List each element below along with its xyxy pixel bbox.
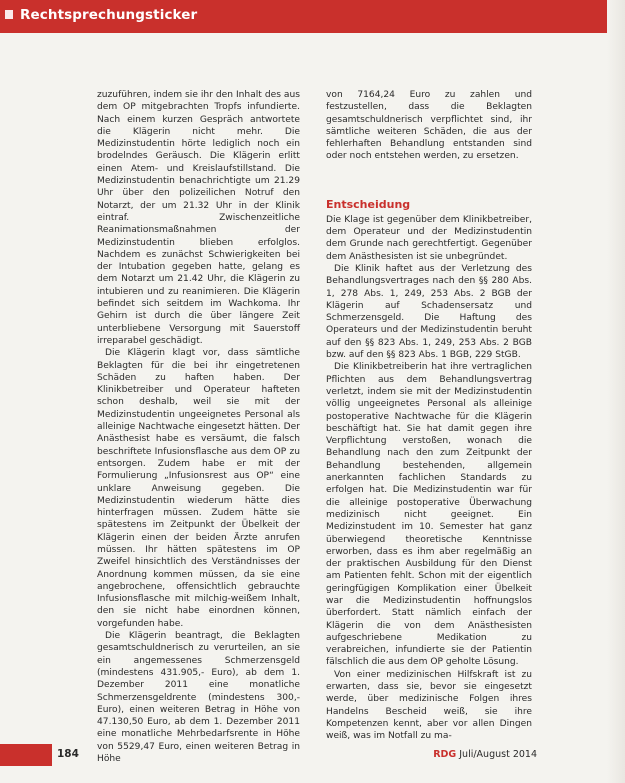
journal-issue: Juli/August 2014 (456, 749, 537, 760)
right-column (326, 89, 532, 743)
body-paragraph: Die Klinik haftet aus der Verletzung des Behandlungsvertrages nach den §§ 280 Abs. 1, 278 Abs. 1, 249, 253 Abs. 2 BGB der Klägerin auf Schadensersatz und Schmerzensgeld. Die Haftung des Operateurs und der Medizinstudentin beruht auf den §§ 823 Abs. 1, 249, 253 Abs. 2 BGB bzw. auf den §§ 823 Abs. 1 BGB, 229 StGB. (326, 263, 532, 361)
page-edge-shadow (607, 0, 625, 783)
page-number: 184 (57, 748, 79, 760)
body-paragraph: Von einer medizinischen Hilfskraft ist zu erwarten, dass sie, bevor sie eingesetzt werde, über medizinische Folgen ihres Handelns Bescheid weiß, sie ihre Kompetenzen kennt, aber vor allen Dingen weiß, was im Notfall zu ma- (326, 669, 532, 742)
footer-accent-bar (0, 744, 52, 766)
body-paragraph: Die Klage ist gegenüber dem Klinikbetreiber, dem Operateur und der Medizinstudentin dem Grunde nach gerechtfertigt. Gegenüber dem Anästhesisten ist sie unbegründet. (326, 214, 532, 262)
section-title: Rechtsprechungsticker (20, 7, 198, 23)
journal-name: RDG (433, 749, 457, 760)
section-marker-icon (5, 10, 13, 19)
section-header-bar (0, 0, 625, 33)
body-paragraph: Die Klägerin klagt vor, dass sämtliche Beklagten für die bei ihr eingetretenen Schäden zu haften haben. Der Klinikbetreiber und Operateur hafteten schon deshalb, weil sie mit der Medizinstudentin ungeeignetes Personal als alleinige Nachtwache eingesetzt hätten. Der Anästhesist habe es versäumt, die falsch beschriftete Infusionsflasche aus dem OP zu entsorgen. Zudem habe er mit der Formulierung „Infusionsrest aus OP“ eine unklare Anweisung gegeben. Die Medizinstudentin wiederum hätte dies hinterfragen müssen. Zudem hätte sie spätestens im Zeitpunkt der Übelkeit der Klägerin einen der beiden Ärzte anrufen müssen. Ihr hätten spätestens im OP Zweifel hinsichtlich des Verständnisses der Anordnung kommen müssen, da sie eine angebrochene, offensichtlich gebrauchte Infusionsflasche mit milchig-weißem Inhalt, den sie nicht habe einordnen können, vorgefunden habe. (97, 348, 300, 629)
body-paragraph: von 7164,24 Euro zu zahlen und festzustellen, dass die Beklagten gesamtschuldnerisch verpflichtet sind, ihr sämtliche weiteren Schäden, die aus der fehlerhaften Behandlung entstanden sind oder noch entstehen werden, zu ersetzen. (326, 90, 532, 162)
section-heading: Entscheidung (326, 197, 411, 211)
journal-issue-line (433, 749, 537, 760)
left-column (97, 89, 300, 765)
body-paragraph: Die Klinikbetreiberin hat ihre vertraglichen Pflichten aus dem Behandlungsvertrag verletzt, indem sie mit der Medizinstudentin völlig ungeeignetes Personal als alleinige postoperative Nachtwache für die Klägerin beschäftigt hat. Sie hat damit gegen ihre Verpflichtung verstoßen, wonach die Behandlung nach den zum Zeitpunkt der Behandlung bestehenden, allgemein anerkannten fachlichen Standards zu erfolgen hat. Die Medizinstudentin war für die alleinige postoperative Überwachung medizinisch nicht geeignet. Ein Medizinstudent im 10. Semester hat ganz überwiegend theoretische Kenntnisse erworben, dass es ihm aber regelmäßig an der praktischen Ausbildung für den Dienst am Patienten fehlt. Schon mit der eigentlich geringfügigen Komplikation einer Übelkeit war die Medizinstudentin hoffnungslos überfordert. Statt nämlich einfach der Klägerin die von dem Anästhesisten aufgeschriebene Medikation zu verabreichen, infundierte sie der Patientin fälschlich die aus dem OP geholte Lösung. (326, 362, 532, 668)
body-paragraph: zuzuführen, indem sie ihr den Inhalt des aus dem OP mitgebrachten Tropfs infundierte. Nach einem kurzen Gespräch antwortete die Klägerin nicht mehr. Die Medizinstudentin hörte lediglich noch ein brodelndes Geräusch. Die Klägerin erlitt einen Atem- und Kreislaufstillstand. Die Medizinstudentin benachrichtigte um 21.29 Uhr über den polizeilichen Notruf den Notarzt, der um 21.32 Uhr in der Klinik eintraf. Zwischenzeitliche Reanimationsmaßnahmen der Medizinstudentin blieben erfolglos. Nachdem es zunächst Schwierigkeiten bei der Intubation gegeben hatte, gelang es dem Notarzt um 21.42 Uhr, die Klägerin zu intubieren und zu reanimieren. Die Klägerin befindet sich seitdem im Wachkoma. Ihr Gehirn ist durch die über längere Zeit unterbliebene Versorgung mit Sauerstoff irreparabel geschädigt. (97, 90, 300, 346)
body-paragraph: Die Klägerin beantragt, die Beklagten gesamtschuldnerisch zu verurteilen, an sie ein angemessenes Schmerzensgeld (mindestens 431.905,- Euro), ab dem 1. Dezember 2011 eine monatliche Schmerzensgeldrente (mindestens 300,- Euro), einen weiteren Betrag in Höhe von 47.130,50 Euro, ab dem 1. Dezember 2011 eine monatliche Mehrbedarfsrente in Höhe von 5529,47 Euro, einen weiteren Betrag in Höhe (97, 631, 300, 765)
